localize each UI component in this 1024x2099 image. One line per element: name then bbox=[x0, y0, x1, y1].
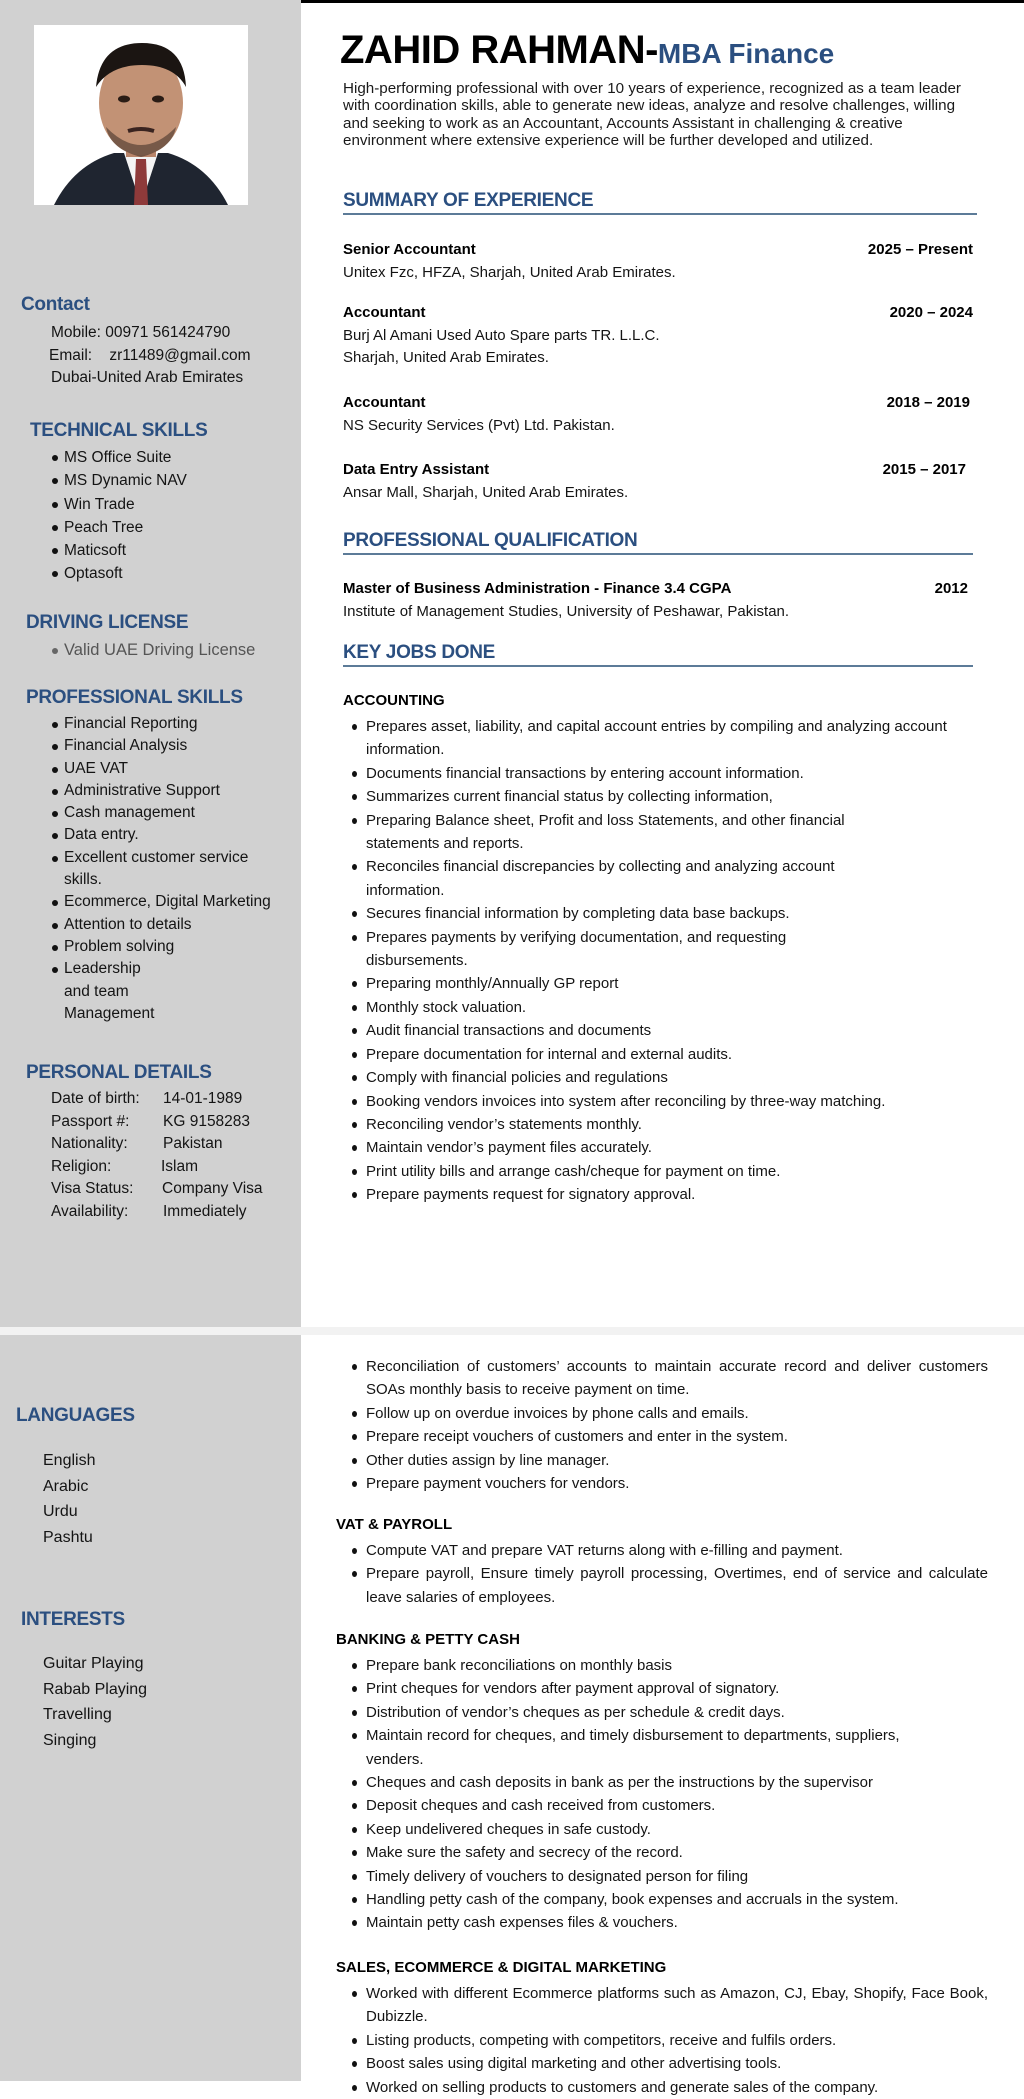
professional-skill-item: Cash management bbox=[50, 802, 298, 824]
accounting-item: Prepare documentation for internal and external audits. bbox=[350, 1043, 970, 1066]
language-item: Pashtu bbox=[43, 1529, 93, 1547]
banking-item: Maintain petty cash expenses files & vouchers. bbox=[350, 1911, 970, 1934]
job-dates: 2015 – 2017 bbox=[882, 461, 966, 478]
accounting-item: Reconciling vendor’s statements monthly. bbox=[350, 1113, 970, 1136]
technical-skill-item: Peach Tree bbox=[50, 516, 187, 539]
qualification-entry bbox=[343, 578, 968, 623]
accounting-item: Preparing Balance sheet, Profit and loss Statements, and other financial statements and reports. bbox=[350, 809, 915, 856]
personal-detail-row bbox=[51, 1133, 263, 1156]
personal-detail-row bbox=[51, 1156, 263, 1179]
key-jobs-heading: KEY JOBS DONE bbox=[343, 642, 973, 667]
technical-skill-item: Maticsoft bbox=[50, 539, 187, 562]
personal-details-table bbox=[51, 1088, 263, 1223]
personal-detail-label: Visa Status: bbox=[51, 1180, 134, 1197]
personal-detail-value: Immediately bbox=[163, 1202, 247, 1220]
banking-heading: BANKING & PETTY CASH bbox=[336, 1631, 520, 1648]
contact-location: Dubai-United Arab Emirates bbox=[51, 369, 244, 386]
driving-license-item: Valid UAE Driving License bbox=[50, 639, 255, 662]
email-label: Email: bbox=[49, 347, 93, 364]
experience-heading: SUMMARY OF EXPERIENCE bbox=[343, 190, 977, 215]
language-item: English bbox=[43, 1452, 96, 1469]
accounting-heading: ACCOUNTING bbox=[343, 692, 445, 709]
banking-item: Keep undelivered cheques in safe custody. bbox=[350, 1818, 970, 1841]
accounting-item: Documents financial transactions by entering account information. bbox=[350, 762, 970, 785]
professional-skill-item: Attention to details bbox=[50, 914, 298, 936]
qualification-year: 2012 bbox=[934, 580, 968, 597]
intro-summary: High-performing professional with over 10 years of experience, recognized as a team leader with coordination skills, able to generate new ideas, analyze and resolve challenges, willing and seeking to work as an Accountant, Accounts Assistant in challenging & creative environment where extensive experience will be further developed and utilized. bbox=[343, 80, 961, 150]
vat-payroll-list bbox=[350, 1539, 988, 1609]
interest-item: Guitar Playing bbox=[43, 1655, 144, 1672]
contact-email-row bbox=[49, 344, 251, 367]
accounting-item: Comply with financial policies and regulations bbox=[350, 1066, 970, 1089]
qualification-degree: Master of Business Administration - Finance 3.4 CGPA bbox=[343, 580, 732, 597]
accounting-item: Prepare payment vouchers for vendors. bbox=[350, 1472, 988, 1495]
personal-detail-label: Passport #: bbox=[51, 1112, 130, 1130]
banking-item: Handling petty cash of the company, book expenses and accruals in the system. bbox=[350, 1888, 970, 1911]
technical-skill-item: MS Office Suite bbox=[50, 446, 187, 469]
qualification-heading: PROFESSIONAL QUALIFICATION bbox=[343, 530, 973, 555]
professional-skill-item: Data entry. bbox=[50, 824, 298, 846]
personal-detail-label: Date of birth: bbox=[51, 1090, 140, 1107]
technical-skills-list bbox=[50, 446, 187, 586]
job-company: Unitex Fzc, HFZA, Sharjah, United Arab Emirates. bbox=[343, 263, 676, 281]
accounting-item: Summarizes current financial status by collecting information, bbox=[350, 785, 970, 808]
job-entry bbox=[343, 239, 973, 284]
job-company: Burj Al Amani Used Auto Spare parts TR. L.L.C. bbox=[343, 326, 660, 344]
professional-skills-heading: PROFESSIONAL SKILLS bbox=[26, 687, 243, 708]
accounting-item: Reconciliation of customers’ accounts to maintain accurate record and deliver customers SOAs monthly basis to receive payment on time. bbox=[350, 1355, 988, 1402]
banking-item: Cheques and cash deposits in bank as per the instructions by the supervisor bbox=[350, 1771, 970, 1794]
vat-payroll-heading: VAT & PAYROLL bbox=[336, 1516, 453, 1533]
banking-item: Maintain record for cheques, and timely disbursement to departments, suppliers, venders. bbox=[350, 1724, 910, 1771]
interests-list bbox=[43, 1651, 147, 1754]
accounting-list-continued bbox=[350, 1355, 988, 1495]
qualification-institute: Institute of Management Studies, University of Peshawar, Pakistan. bbox=[343, 602, 790, 620]
top-border bbox=[301, 0, 1024, 3]
accounting-item: Prepare receipt vouchers of customers and enter in the system. bbox=[350, 1425, 988, 1448]
professional-skill-item: Problem solving bbox=[50, 936, 298, 958]
personal-detail-value: Islam bbox=[161, 1157, 199, 1175]
professional-skill-item: Administrative Support bbox=[50, 780, 298, 802]
page-title bbox=[340, 28, 834, 73]
banking-item: Distribution of vendor’s cheques as per schedule & credit days. bbox=[350, 1701, 970, 1724]
job-title: Data Entry Assistant bbox=[343, 461, 490, 478]
sales-heading: SALES, ECOMMERCE & DIGITAL MARKETING bbox=[336, 1959, 667, 1976]
job-dates: 2020 – 2024 bbox=[889, 304, 973, 321]
personal-detail-value: Company Visa bbox=[162, 1180, 263, 1197]
professional-skill-item: Excellent customer service skills. bbox=[50, 847, 278, 892]
accounting-item: Secures financial information by completing data base backups. bbox=[350, 902, 970, 925]
job-title: Accountant bbox=[343, 394, 426, 411]
job-title: Accountant bbox=[343, 304, 426, 321]
contact-mobile: Mobile: 00971 561424790 bbox=[51, 324, 231, 341]
accounting-item: Prepares asset, liability, and capital account entries by compiling and analyzing account information. bbox=[350, 715, 970, 762]
candidate-name: ZAHID RAHMAN- bbox=[340, 28, 658, 72]
technical-skill-item: Win Trade bbox=[50, 493, 187, 516]
accounting-list bbox=[350, 715, 970, 1207]
personal-detail-label: Religion: bbox=[51, 1157, 112, 1175]
accounting-item: Prepares payments by verifying documentation, and requesting disbursements. bbox=[350, 926, 870, 973]
sidebar bbox=[0, 0, 301, 1327]
accounting-item: Other duties assign by line manager. bbox=[350, 1449, 988, 1472]
sidebar-page-2 bbox=[0, 1335, 301, 2081]
professional-skill-item: UAE VAT bbox=[50, 758, 298, 780]
accounting-item: Follow up on overdue invoices by phone calls and emails. bbox=[350, 1402, 988, 1425]
job-entry bbox=[343, 459, 973, 504]
banking-item: Deposit cheques and cash received from customers. bbox=[350, 1794, 970, 1817]
language-item: Urdu bbox=[43, 1503, 78, 1521]
sales-item: Worked on selling products to customers and generate sales of the company. bbox=[350, 2076, 988, 2099]
technical-skills-heading: TECHNICAL SKILLS bbox=[30, 420, 208, 441]
personal-detail-row bbox=[51, 1088, 263, 1111]
profile-photo bbox=[34, 25, 248, 205]
banking-item: Prepare bank reconciliations on monthly basis bbox=[350, 1654, 970, 1677]
technical-skill-item: Optasoft bbox=[50, 562, 187, 585]
banking-item: Print cheques for vendors after payment approval of signatory. bbox=[350, 1677, 970, 1700]
interests-heading: INTERESTS bbox=[21, 1609, 125, 1630]
banking-item: Make sure the safety and secrecy of the record. bbox=[350, 1841, 970, 1864]
interest-item: Singing bbox=[43, 1732, 97, 1750]
job-title: Senior Accountant bbox=[343, 241, 476, 258]
interest-item: Rabab Playing bbox=[43, 1680, 148, 1698]
professional-skill-item: Financial Reporting bbox=[50, 713, 298, 735]
sales-list bbox=[350, 1982, 988, 2099]
personal-detail-label: Nationality: bbox=[51, 1135, 128, 1152]
personal-detail-value: Pakistan bbox=[163, 1135, 223, 1152]
professional-skill-item: Ecommerce, Digital Marketing bbox=[50, 891, 298, 913]
candidate-degree: MBA Finance bbox=[657, 38, 835, 69]
personal-detail-value: KG 9158283 bbox=[163, 1112, 251, 1130]
interest-item: Travelling bbox=[43, 1706, 112, 1724]
job-company: Ansar Mall, Sharjah, United Arab Emirates. bbox=[343, 483, 629, 501]
job-entry bbox=[343, 392, 973, 437]
accounting-item: Maintain vendor’s payment files accurately. bbox=[350, 1136, 970, 1159]
resume-page-2 bbox=[0, 1335, 1024, 2096]
professional-skills-list bbox=[50, 713, 298, 1025]
accounting-item: Booking vendors invoices into system after reconciling by three-way matching. bbox=[350, 1090, 970, 1113]
professional-skill-item: Leadership and team Management bbox=[50, 958, 170, 1025]
email-value[interactable]: zr11489@gmail.com bbox=[109, 347, 251, 364]
job-dates: 2025 – Present bbox=[867, 241, 973, 258]
vat-payroll-item: Prepare payroll, Ensure timely payroll processing, Overtimes, end of service and calculate leave salaries of employees. bbox=[350, 1562, 988, 1609]
accounting-item: Preparing monthly/Annually GP report bbox=[350, 972, 970, 995]
vat-payroll-item: Compute VAT and prepare VAT returns along with e-filling and payment. bbox=[350, 1539, 988, 1562]
accounting-item: Monthly stock valuation. bbox=[350, 996, 970, 1019]
page-break bbox=[0, 1327, 1024, 1335]
accounting-item: Prepare payments request for signatory approval. bbox=[350, 1183, 970, 1206]
accounting-item: Print utility bills and arrange cash/cheque for payment on time. bbox=[350, 1160, 970, 1183]
avatar-image bbox=[34, 25, 248, 205]
accounting-item: Audit financial transactions and documents bbox=[350, 1019, 970, 1042]
job-dates: 2018 – 2019 bbox=[886, 394, 970, 411]
banking-list bbox=[350, 1654, 970, 1935]
banking-item: Timely delivery of vouchers to designated person for filing bbox=[350, 1865, 970, 1888]
sales-item: Boost sales using digital marketing and other advertising tools. bbox=[350, 2052, 988, 2075]
language-item: Arabic bbox=[43, 1477, 89, 1495]
accounting-item: Reconciles financial discrepancies by collecting and analyzing account information. bbox=[350, 855, 905, 902]
sales-item: Worked with different Ecommerce platforms such as Amazon, CJ, Ebay, Shopify, Face Book, Dubizzle. bbox=[350, 1982, 988, 2029]
personal-detail-value: 14-01-1989 bbox=[163, 1090, 243, 1107]
personal-details-heading: PERSONAL DETAILS bbox=[26, 1062, 212, 1083]
sales-item: Listing products, competing with competitors, receive and fulfils orders. bbox=[350, 2029, 988, 2052]
job-location: Sharjah, United Arab Emirates. bbox=[343, 349, 549, 366]
languages-heading: LANGUAGES bbox=[16, 1405, 135, 1426]
contact-heading: Contact bbox=[21, 294, 90, 315]
personal-detail-row bbox=[51, 1111, 263, 1134]
personal-detail-label: Availability: bbox=[51, 1202, 129, 1220]
personal-detail-row bbox=[51, 1178, 263, 1201]
driving-license-list bbox=[50, 639, 255, 662]
professional-skill-item: Financial Analysis bbox=[50, 735, 298, 757]
job-company: NS Security Services (Pvt) Ltd. Pakistan. bbox=[343, 416, 615, 434]
job-entry bbox=[343, 302, 973, 370]
driving-license-heading: DRIVING LICENSE bbox=[26, 612, 189, 633]
technical-skill-item: MS Dynamic NAV bbox=[50, 469, 187, 492]
personal-detail-row bbox=[51, 1201, 263, 1224]
languages-list bbox=[43, 1448, 95, 1551]
